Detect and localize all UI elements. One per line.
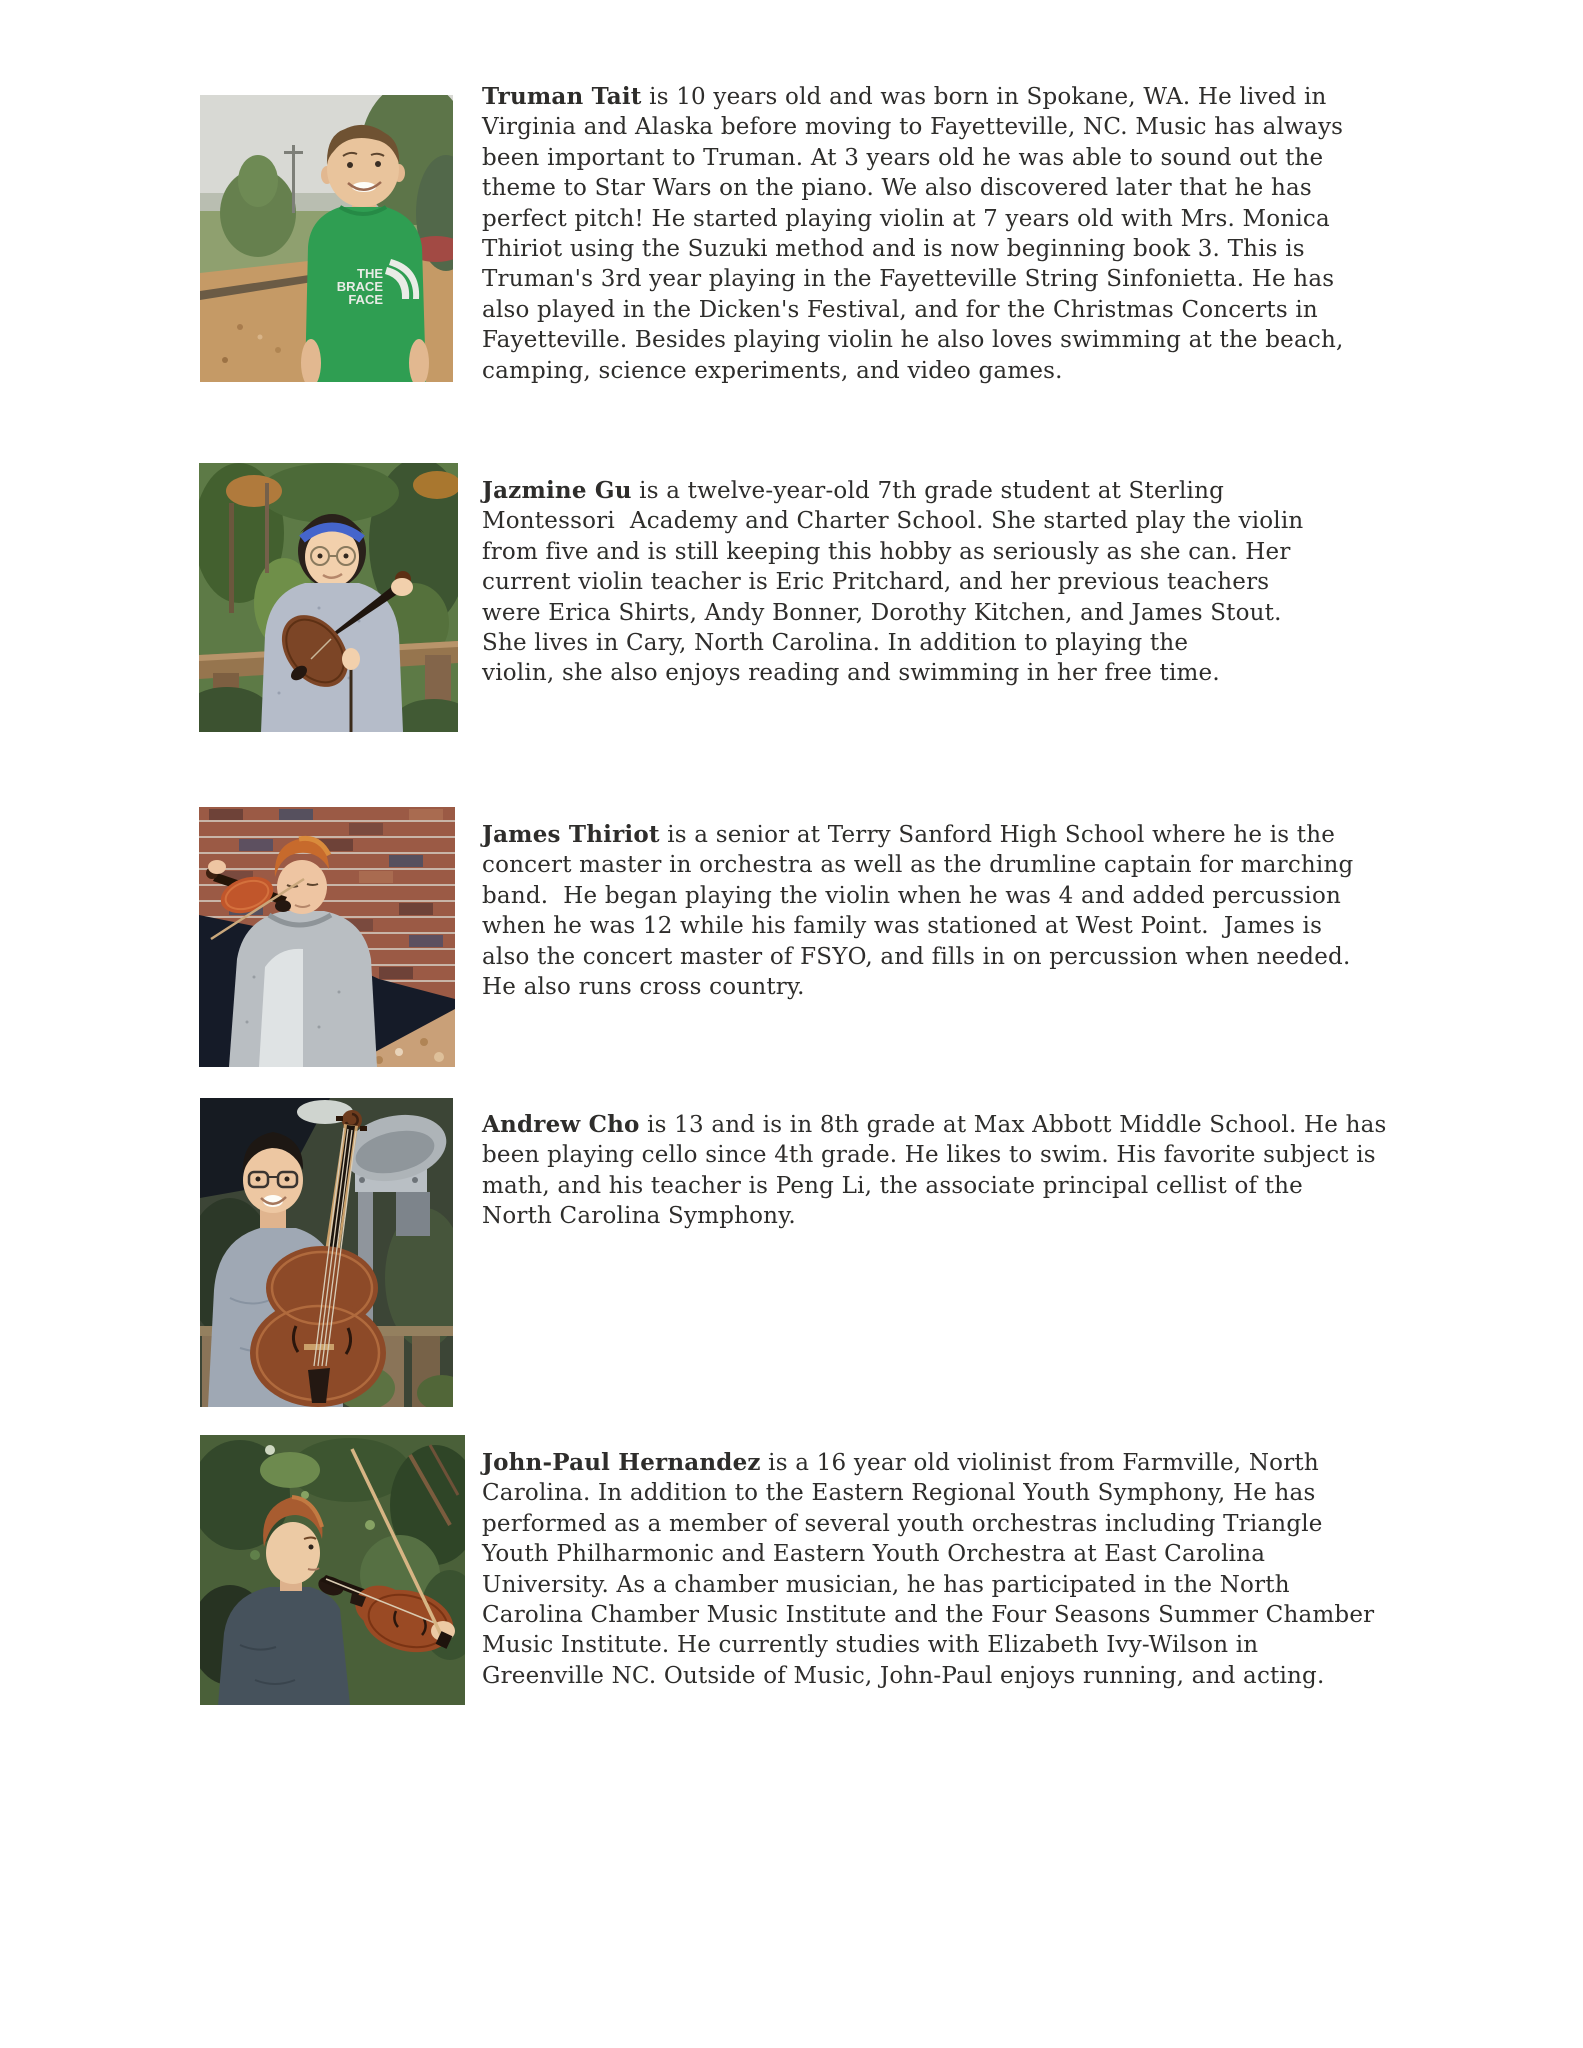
bio-first-line-rest: is a senior at Terry Sanford High School where he is the: [659, 822, 1336, 848]
bio-first-line: [482, 82, 1344, 112]
bio-first-line-rest: is a 16 year old violinist from Farmville, North: [760, 1450, 1319, 1476]
truman-tait-portrait-photo: [200, 95, 453, 382]
jazmine-gu-portrait-photo: [199, 463, 458, 732]
bio-text-line: Greenville NC. Outside of Music, John-Paul enjoys running, and acting.: [482, 1662, 1325, 1689]
bio-text-line: Montessori Academy and Charter School. She started play the violin: [482, 508, 1304, 535]
bio-text-line: been playing cello since 4th grade. He likes to swim. His favorite subject is: [482, 1142, 1376, 1169]
bio-text-line: Carolina. In addition to the Eastern Regional Youth Symphony, He has: [482, 1480, 1316, 1507]
bio-first-line: [482, 820, 1353, 850]
bio-text-line: performed as a member of several youth orchestras including Triangle: [482, 1510, 1323, 1537]
bio-text-line: Carolina Chamber Music Institute and the Four Seasons Summer Chamber: [482, 1602, 1375, 1629]
bio-text-line: Truman's 3rd year playing in the Fayetteville String Sinfonietta. He has: [482, 266, 1335, 293]
bio-text-line: perfect pitch! He started playing violin at 7 years old with Mrs. Monica: [482, 205, 1330, 232]
bio-first-line: [482, 1448, 1374, 1478]
bio-text-line: theme to Star Wars on the piano. We also discovered later that he has: [482, 175, 1312, 202]
bio-lines: [482, 1140, 1387, 1231]
bio-lines: [482, 1478, 1374, 1691]
bio-text-line: concert master in orchestra as well as the drumline captain for marching: [482, 852, 1354, 879]
bio-first-line-rest: is 13 and is in 8th grade at Max Abbott Middle School. He has: [639, 1112, 1387, 1138]
john-paul-hernandez-portrait-photo: [200, 1435, 465, 1705]
andrew-cho-portrait-photo: [200, 1098, 453, 1407]
bio-text-line: Music Institute. He currently studies with Elizabeth Ivy-Wilson in: [482, 1632, 1259, 1659]
bio-text-line: when he was 12 while his family was stationed at West Point. James is: [482, 913, 1323, 940]
bio-text-line: University. As a chamber musician, he has participated in the North: [482, 1571, 1290, 1598]
bio-first-line: [482, 476, 1303, 506]
bio-name: Jazmine Gu: [482, 477, 632, 504]
bio-text-line: violin, she also enjoys reading and swimming in her free time.: [482, 660, 1220, 687]
bio-text-line: He also runs cross country.: [482, 974, 805, 1001]
svg-text:BRACE: BRACE: [336, 279, 383, 294]
jazmine-photo-illustration: [199, 463, 458, 732]
bio-john-paul-hernandez: [482, 1448, 1374, 1691]
bio-text-line: also the concert master of FSYO, and fills in on percussion when needed.: [482, 943, 1351, 970]
andrew-photo-illustration: [200, 1098, 453, 1407]
bio-text-line: math, and his teacher is Peng Li, the associate principal cellist of the: [482, 1172, 1303, 1199]
bio-first-line-rest: is a twelve-year-old 7th grade student at Sterling: [631, 478, 1225, 504]
bio-name: John-Paul Hernandez: [482, 1449, 761, 1476]
bio-name: Andrew Cho: [482, 1111, 640, 1138]
bio-text-line: Youth Philharmonic and Eastern Youth Orchestra at East Carolina: [482, 1541, 1266, 1568]
bio-text-line: band. He began playing the violin when he was 4 and added percussion: [482, 882, 1342, 909]
bio-text-line: Thiriot using the Suzuki method and is now beginning book 3. This is: [482, 236, 1305, 263]
bio-text-line: camping, science experiments, and video games.: [482, 357, 1063, 384]
john-paul-photo-illustration: [200, 1435, 465, 1705]
james-photo-illustration: [199, 807, 455, 1067]
bio-name: Truman Tait: [482, 83, 642, 110]
svg-text:FACE: FACE: [348, 292, 383, 307]
bio-james-thiriot: [482, 820, 1353, 1002]
bio-text-line: also played in the Dicken's Festival, and for the Christmas Concerts in: [482, 296, 1318, 323]
svg-text:THE: THE: [357, 266, 383, 281]
bio-text-line: current violin teacher is Eric Pritchard, and her previous teachers: [482, 569, 1270, 596]
bio-text-line: Fayetteville. Besides playing violin he also loves swimming at the beach,: [482, 327, 1344, 354]
bio-text-line: North Carolina Symphony.: [482, 1203, 796, 1230]
bio-jazmine-gu: [482, 476, 1303, 689]
james-thiriot-portrait-photo: [199, 807, 455, 1067]
bio-lines: [482, 506, 1303, 688]
bio-text-line: She lives in Cary, North Carolina. In addition to playing the: [482, 630, 1189, 657]
bio-text-line: from five and is still keeping this hobby as seriously as she can. Her: [482, 538, 1291, 565]
bio-andrew-cho: [482, 1110, 1387, 1232]
bio-lines: [482, 112, 1344, 386]
bio-first-line: [482, 1110, 1387, 1140]
truman-photo-illustration: [200, 95, 453, 382]
bio-lines: [482, 850, 1353, 1002]
bio-first-line-rest: is 10 years old and was born in Spokane, WA. He lived in: [641, 84, 1327, 110]
bio-truman-tait: [482, 82, 1344, 386]
bio-text-line: Virginia and Alaska before moving to Fayetteville, NC. Music has always: [482, 114, 1344, 141]
bio-text-line: were Erica Shirts, Andy Bonner, Dorothy Kitchen, and James Stout.: [482, 599, 1282, 626]
bio-text-line: been important to Truman. At 3 years old he was able to sound out the: [482, 144, 1324, 171]
bio-name: James Thiriot: [482, 821, 660, 848]
